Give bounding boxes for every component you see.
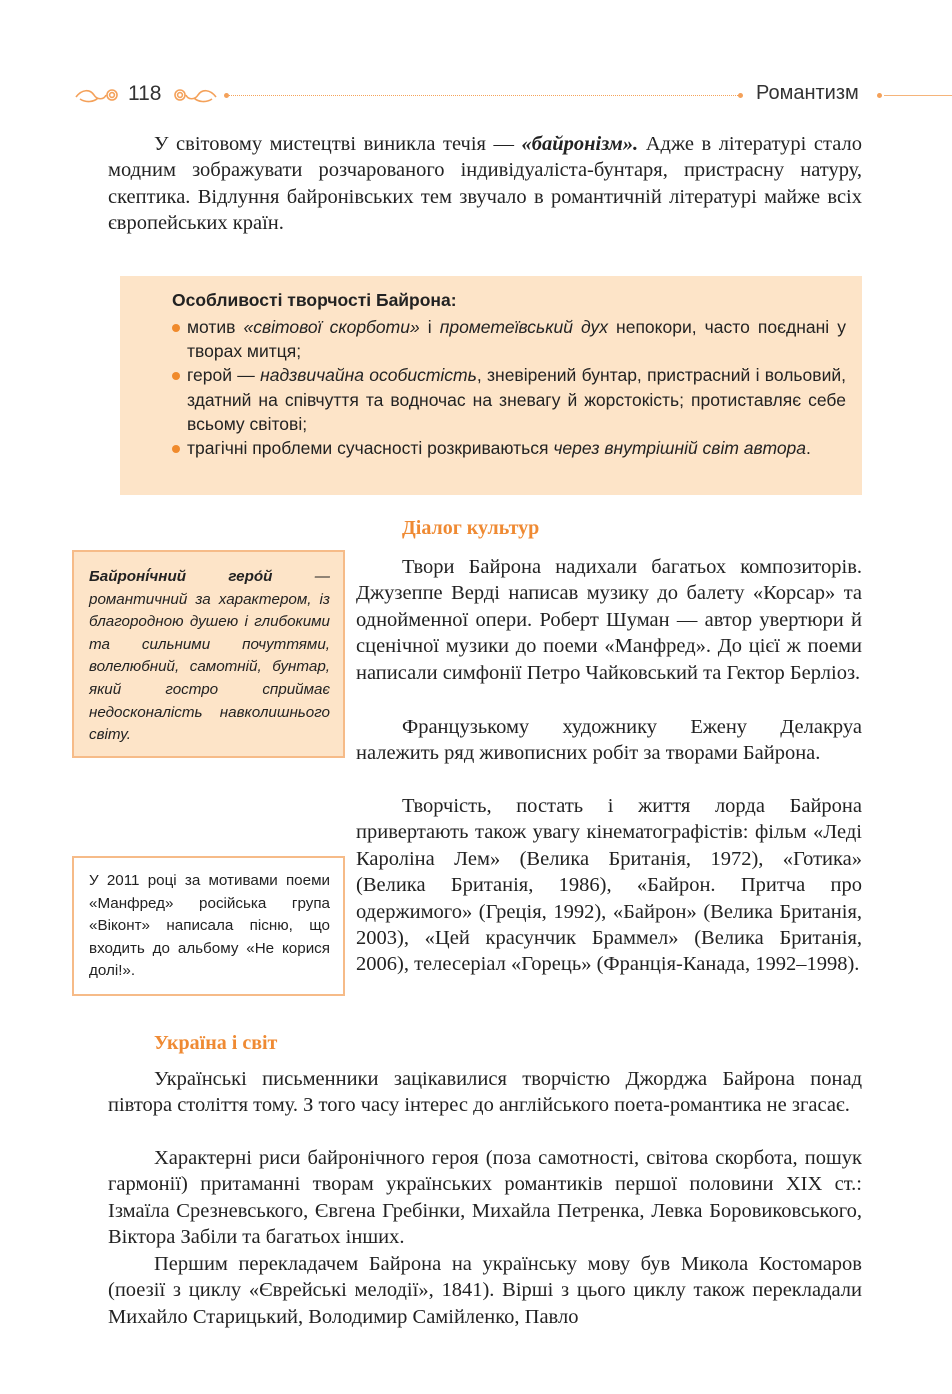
ukraine-paragraph-3: Першим перекладачем Байрона на українську мову був Микола Костомаров (поезії з циклу «Єврейські мелодії», 1841). Вірші з цього циклу також перекладали Михайло Старицький, Володимир Самійленко, Павло [108, 1253, 862, 1328]
feature-item: мотив «світової скорботи» і прометеївський дух непокори, часто поєднані у творах митця; [172, 315, 846, 363]
intro-text-start: У світовому мистецтві виникла течія — [154, 133, 522, 155]
intro-text-end: Адже в літературі стало модним зображувати розчарованого індивідуаліста-бунтаря, пристрасну натуру, скептика. Відлуння байронівських тем звучало в романтичній літературі майже всіх європейських країн. [108, 133, 862, 235]
ornament-right-icon [170, 85, 218, 105]
bullet-icon [172, 324, 180, 332]
definition-term: Байроні́чний геро́й [89, 568, 273, 585]
definition-body: — романтичний за характером, із благородною душею і глибокими та сильними почуттями, волелюбний, самотній, бунтар, який гостро сприймає недосконалість навколишнього світу. [89, 568, 330, 744]
bullet-icon [172, 372, 180, 380]
section-title: Романтизм [756, 82, 859, 104]
bullet-icon [172, 445, 180, 453]
byronism-term: «байронізм». [521, 133, 639, 155]
dialog-paragraph-1: Твори Байрона надихали багатьох композиторів. Джузеппе Верді написав музику до балету «Корсар» та однойменної опери. Роберт Шуман — автор увертюри й сценічної музики до поеми «Манфред». До цієї ж поеми написали симфонії Петро Чайковський та Гектор Берліоз. [356, 556, 862, 684]
ukraine-heading: Україна і світ [154, 1032, 278, 1054]
ukraine-paragraph-2: Характерні риси байронічного героя (поза самотності, світова скорбота, пошук гармонії) притаманні творам українських романтиків першої половини XIX ст.: Ізмаїла Срезневського, Євгена Гребінки, Михайла Петренка, Левка Боровиковського, Віктора Забіли та багатьох інших. [108, 1147, 862, 1249]
feature-item: герой — надзвичайна особистість, зневірений бунтар, пристрасний і вольовий, здатний на співчуття та водночас на зневагу й жорстокість; протиставляє себе всьому світові; [172, 363, 846, 436]
header-rule-end [884, 95, 952, 96]
rule-dot-end [877, 93, 882, 98]
definition-text [89, 566, 330, 747]
definition-box [72, 550, 345, 758]
note-box [72, 856, 345, 996]
note-text: У 2011 році за мотивами поеми «Манфред» російська група «Віконт» написала пісню, що входить до альбому «Не корися долі!». [89, 872, 330, 980]
page-header [0, 78, 952, 112]
dialog-paragraph-3: Творчість, постать і життя лорда Байрона привертають також увагу кінематографістів: фільм «Леді Кароліна Лем» (Велика Британія, 1972), «Готика» (Велика Британія, 1986), «Байрон. Притча про одержимого» (Греція, 1992), «Байрон» (Велика Британія, 2003), «Цей красунчик Браммел» (Велика Британія, 2006), телесеріал «Горець» (Франція-Канада, 1992–1998). [356, 795, 862, 976]
feature-item: трагічні проблеми сучасності розкриваються через внутрішній світ автора. [172, 436, 846, 460]
ornament-left-icon [74, 85, 122, 105]
features-list [172, 315, 846, 460]
features-box [120, 276, 862, 495]
features-title: Особливості творчості Байрона: [172, 290, 457, 310]
dialog-heading: Діалог культур [402, 517, 540, 539]
intro-paragraph [108, 131, 862, 237]
rule-dot-right [738, 93, 743, 98]
ukraine-paragraph-1: Українські письменники зацікавилися творчістю Джорджа Байрона понад півтора століття тому. З того часу інтерес до англійського поета-романтика не згасає. [108, 1068, 862, 1117]
page-number: 118 [128, 82, 162, 105]
header-rule [226, 95, 742, 96]
dialog-paragraph-2: Французькому художнику Ежену Делакруа належить ряд живописних робіт за творами Байрона. [356, 716, 862, 765]
